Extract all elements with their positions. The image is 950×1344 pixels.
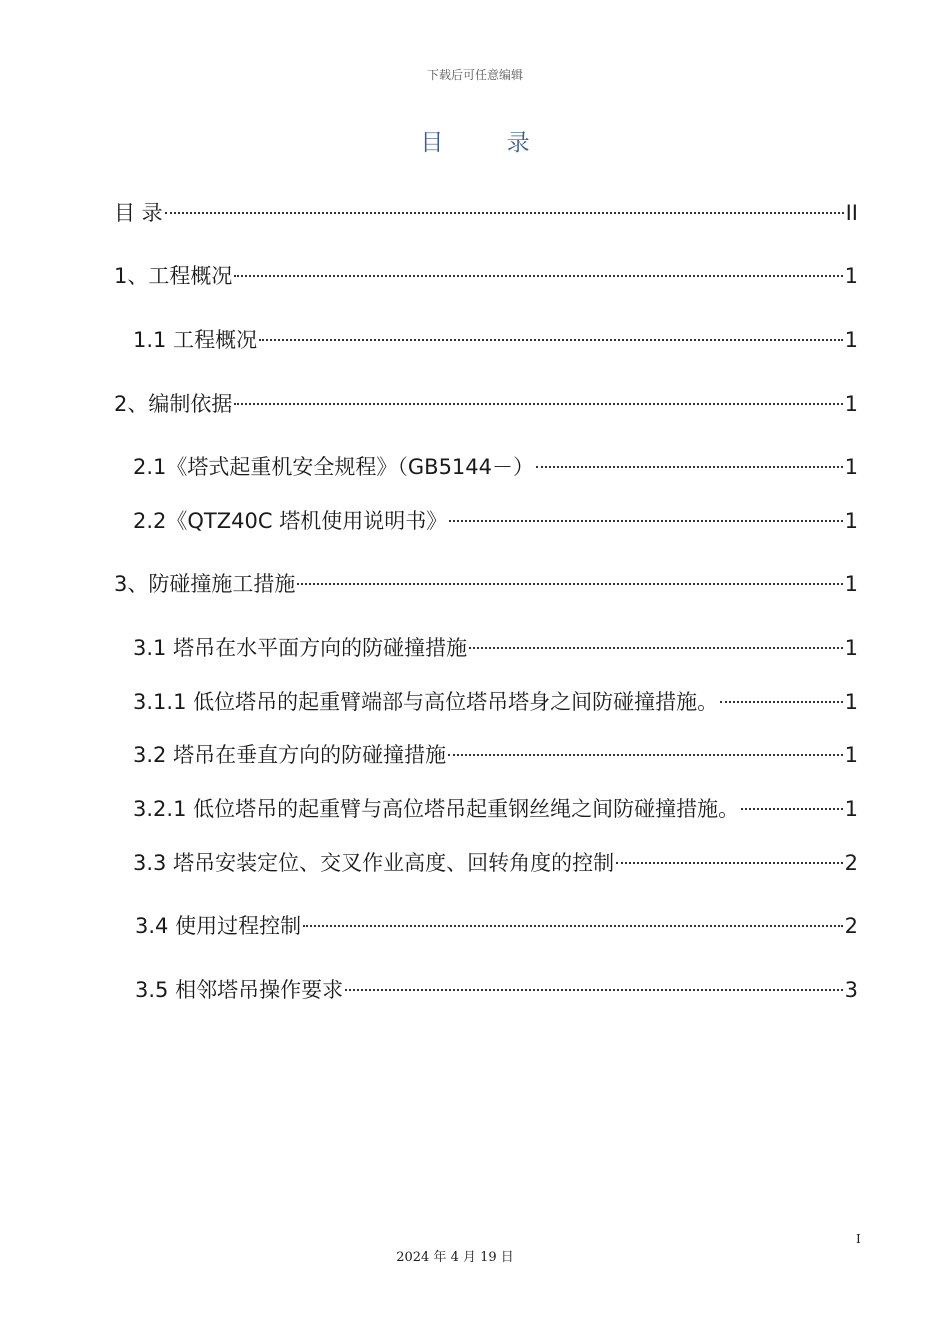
toc-dot-leader <box>741 808 843 810</box>
toc-entry-label: 3.1.1 低位塔吊的起重臂端部与高位塔吊塔身之间防碰撞措施。 <box>133 690 719 714</box>
toc-entry-page: II <box>845 201 858 225</box>
toc-dot-leader <box>720 701 843 703</box>
toc-dot-leader <box>616 862 843 864</box>
toc-dot-leader <box>234 275 842 277</box>
toc-entry-label: 2、编制依据 <box>114 392 233 416</box>
toc-entry-page: 1 <box>844 636 858 660</box>
toc-entry-page: 1 <box>844 328 858 352</box>
page-number: I <box>856 1232 861 1246</box>
toc-entry-label: 3.5 相邻塔吊操作要求 <box>135 978 344 1002</box>
toc-dot-leader <box>297 583 842 585</box>
toc-dot-leader <box>448 754 843 756</box>
toc-entry-label: 1、工程概况 <box>114 264 233 288</box>
toc-entry[interactable] <box>135 975 858 1005</box>
toc-entry-page: 1 <box>844 509 858 533</box>
toc-entry[interactable] <box>133 633 858 663</box>
toc-entry-label: 2.1《塔式起重机安全规程》（GB5144－） <box>133 455 535 479</box>
toc-entry[interactable] <box>133 506 858 536</box>
footer-date: 2024 年 4 月 19 日 <box>396 1250 514 1265</box>
toc-entry-page: 1 <box>844 797 858 821</box>
toc-dot-leader <box>303 925 843 927</box>
toc-dot-leader <box>345 989 843 991</box>
toc-entry-label: 2.2《QTZ40C 塔机使用说明书》 <box>133 509 448 533</box>
toc-entry[interactable] <box>135 911 858 941</box>
toc-entry[interactable] <box>114 569 858 599</box>
toc-entry[interactable] <box>133 740 858 770</box>
toc-entry-label: 目 录 <box>114 201 163 225</box>
toc-dot-leader <box>449 520 842 522</box>
toc-entry-page: 1 <box>844 455 858 479</box>
toc-entry[interactable] <box>114 261 858 291</box>
toc-entry[interactable] <box>133 794 858 824</box>
toc-dot-leader <box>234 403 842 405</box>
toc-entry-label: 3.2.1 低位塔吊的起重臂与高位塔吊起重钢丝绳之间防碰撞措施。 <box>133 797 740 821</box>
toc-entry-label: 3、防碰撞施工措施 <box>114 572 296 596</box>
toc-entry[interactable] <box>114 198 858 228</box>
toc-entry-label: 3.4 使用过程控制 <box>135 914 302 938</box>
toc-entry-page: 1 <box>844 743 858 767</box>
toc-dot-leader <box>469 647 843 649</box>
toc-dot-leader <box>536 466 843 468</box>
toc-entry[interactable] <box>133 687 858 717</box>
toc-entry-label: 3.1 塔吊在水平面方向的防碰撞措施 <box>133 636 468 660</box>
toc-entry[interactable] <box>133 325 858 355</box>
header-note: 下载后可任意编辑 <box>426 68 523 82</box>
toc-entry-label: 1.1 工程概况 <box>133 328 258 352</box>
toc-entry-page: 2 <box>844 851 858 875</box>
toc-dot-leader <box>259 339 843 341</box>
toc-entry-label: 3.2 塔吊在垂直方向的防碰撞措施 <box>133 743 447 767</box>
toc-entry-page: 1 <box>844 264 858 288</box>
toc-entry[interactable] <box>133 848 858 878</box>
toc-entry[interactable] <box>114 389 858 419</box>
toc-entry-page: 3 <box>844 978 858 1002</box>
toc-entry-page: 1 <box>844 572 858 596</box>
toc-entry-page: 2 <box>844 914 858 938</box>
page-title: 目 录 <box>420 130 558 156</box>
toc-entry-page: 1 <box>844 690 858 714</box>
toc-entry[interactable] <box>133 452 858 482</box>
toc-entry-page: 1 <box>844 392 858 416</box>
toc-entry-label: 3.3 塔吊安装定位、交叉作业高度、回转角度的控制 <box>133 851 615 875</box>
toc-dot-leader <box>165 212 844 214</box>
